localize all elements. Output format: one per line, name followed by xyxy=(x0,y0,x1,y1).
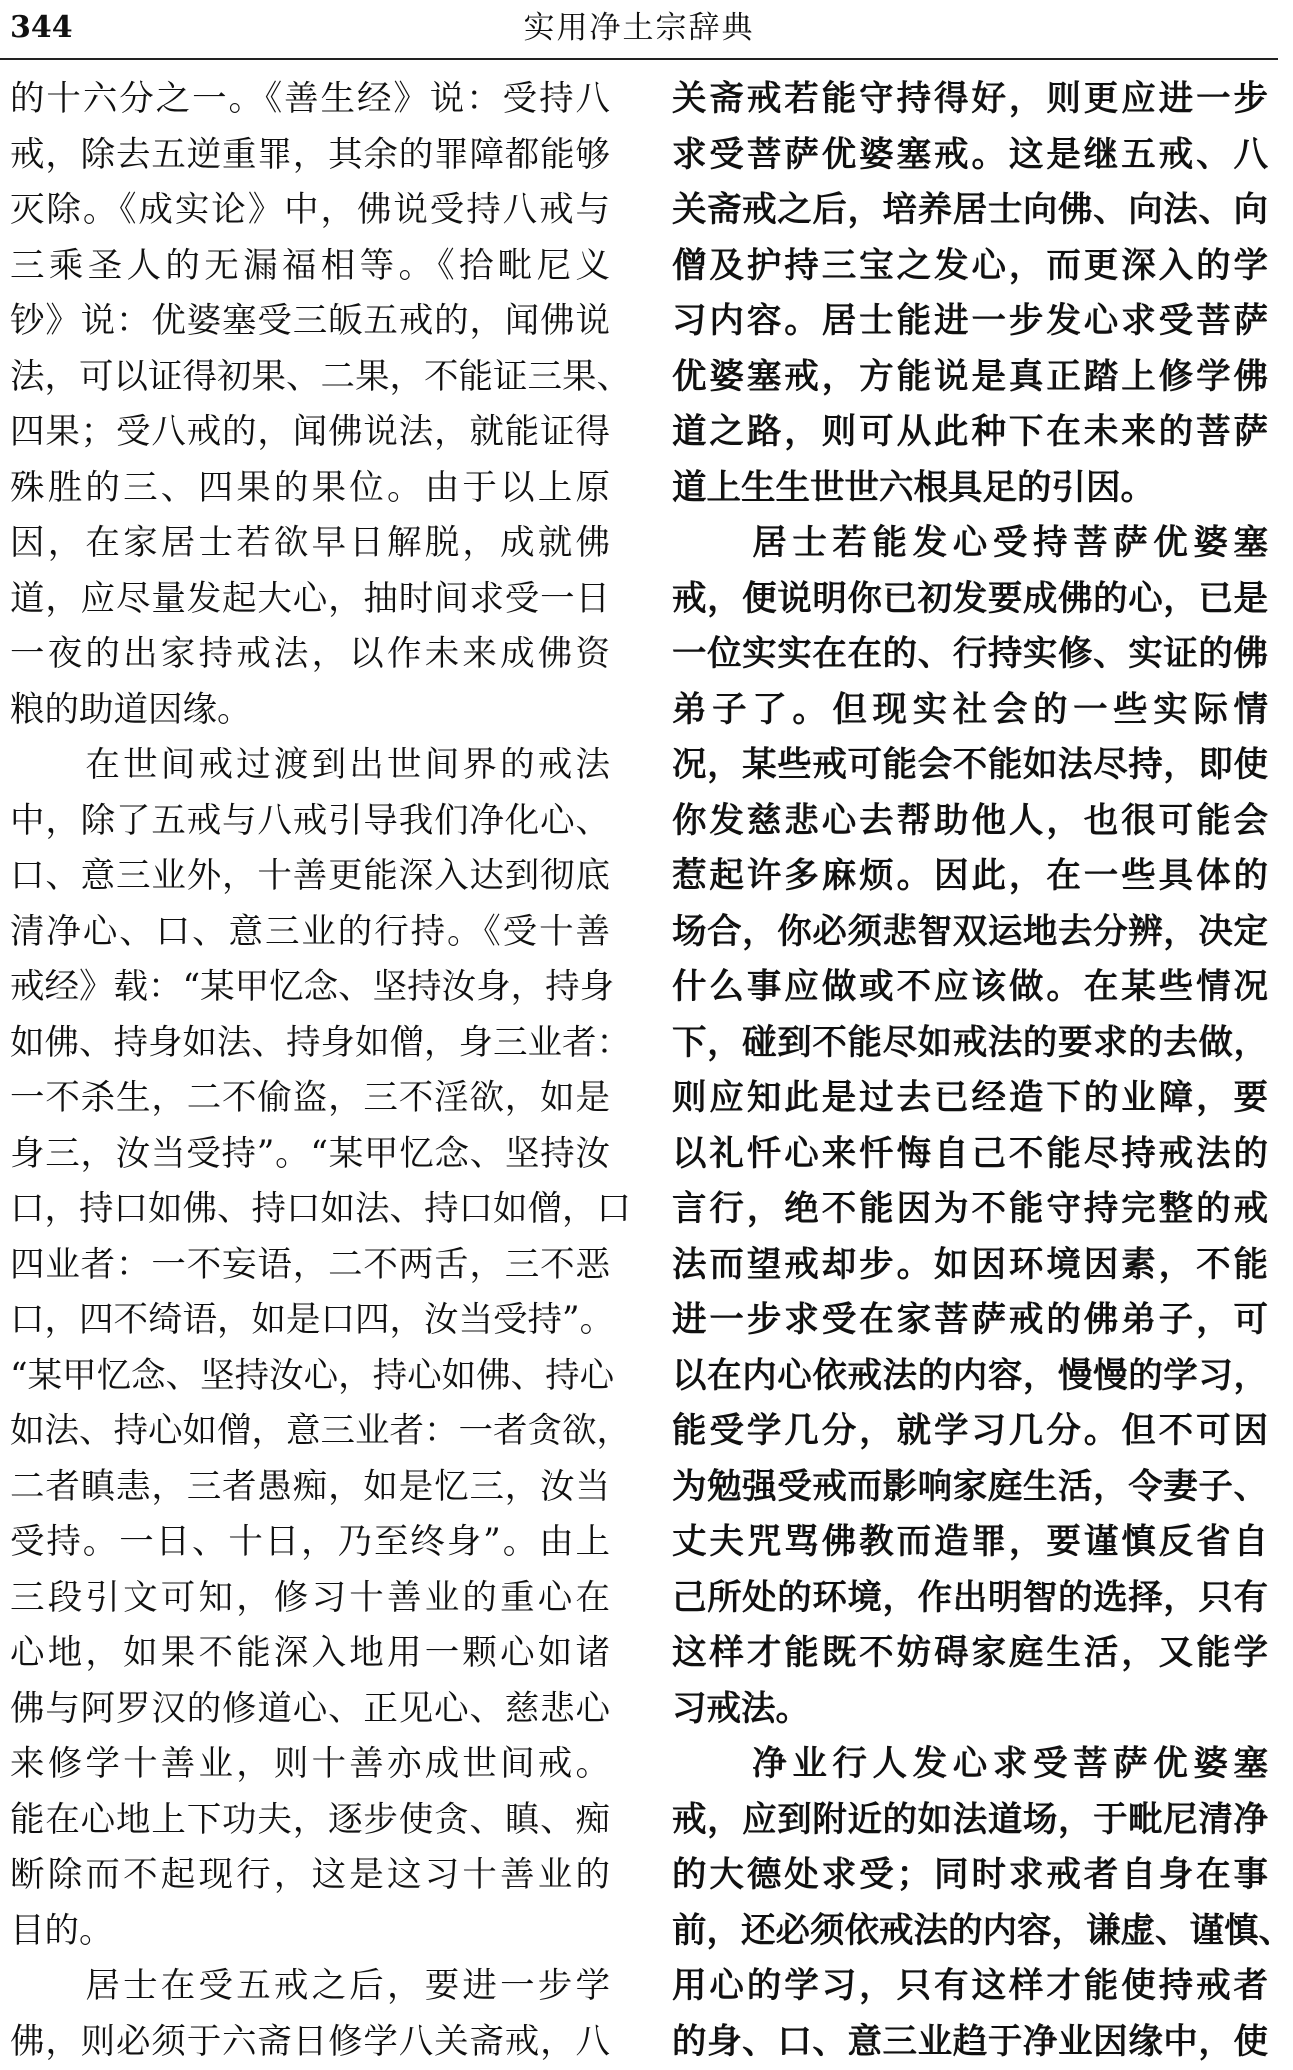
text-line: 习戒法。 xyxy=(672,1682,1268,1738)
text-line: 场合，你必须悲智双运地去分辨，决定 xyxy=(672,905,1268,961)
text-line: 为勉强受戒而影响家庭生活，令妻子、 xyxy=(672,1460,1268,1516)
text-line: 戒经》载：“某甲忆念、坚持汝身，持身 xyxy=(10,960,610,1016)
text-line: 灭除。《成实论》中，佛说受持八戒与 xyxy=(10,183,610,239)
text-line: 己所处的环境，作出明智的选择，只有 xyxy=(672,1571,1268,1627)
text-line: 习内容。居士能进一步发心求受菩萨 xyxy=(672,294,1268,350)
text-line: 能受学几分，就学习几分。但不可因 xyxy=(672,1404,1268,1460)
text-line: 受持。一日、十日，乃至终身”。由上 xyxy=(10,1515,610,1571)
text-line: 三段引文可知，修习十善业的重心在 xyxy=(10,1571,610,1627)
text-line: 来修学十善业，则十善亦成世间戒。 xyxy=(10,1737,610,1793)
text-line: 况，某些戒可能会不能如法尽持，即使 xyxy=(672,738,1268,794)
text-line: 法而望戒却步。如因环境因素，不能 xyxy=(672,1238,1268,1294)
text-line: 口，四不绮语，如是口四，汝当受持”。 xyxy=(10,1293,610,1349)
left-column xyxy=(10,72,610,1938)
text-line: 佛与阿罗汉的修道心、正见心、慈悲心 xyxy=(10,1682,610,1738)
text-line: 的十六分之一。《善生经》说：受持八 xyxy=(10,72,610,128)
text-line: 惹起许多麻烦。因此，在一些具体的 xyxy=(672,849,1268,905)
text-line: 口、意三业外，十善更能深入达到彻底 xyxy=(10,849,610,905)
text-line: 心地，如果不能深入地用一颗心如诸 xyxy=(10,1626,610,1682)
text-line: 道上生生世世六根具足的引因。 xyxy=(672,461,1268,517)
right-column xyxy=(672,72,1268,1938)
text-line: 言行，绝不能因为不能守持完整的戒 xyxy=(672,1182,1268,1238)
text-line: 法，可以证得初果、二果，不能证三果、 xyxy=(10,350,610,406)
text-line: 优婆塞戒，方能说是真正踏上修学佛 xyxy=(672,350,1268,406)
text-line: 求受菩萨优婆塞戒。这是继五戒、八 xyxy=(672,128,1268,184)
text-line: 四果；受八戒的，闻佛说法，就能证得 xyxy=(10,405,610,461)
text-line: 一夜的出家持戒法，以作未来成佛资 xyxy=(10,627,610,683)
text-line: 丈夫咒骂佛教而造罪，要谨慎反省自 xyxy=(672,1515,1268,1571)
text-line: 佛，则必须于六斋日修学八关斋戒，八 xyxy=(10,2015,610,2070)
header-rule xyxy=(0,58,1278,60)
text-line: 前，还必须依戒法的内容，谦虚、谨慎、 xyxy=(672,1904,1268,1960)
text-line: 口，持口如佛、持口如法、持口如僧，口 xyxy=(10,1182,610,1238)
text-line: 则应知此是过去已经造下的业障，要 xyxy=(672,1071,1268,1127)
page-number: 344 xyxy=(10,6,73,50)
text-line: 进一步求受在家菩萨戒的佛弟子，可 xyxy=(672,1293,1268,1349)
book-title: 实用净土宗辞典 xyxy=(0,6,1278,50)
text-line: 清净心、口、意三业的行持。《受十善 xyxy=(10,905,610,961)
text-line: 二者瞋恚，三者愚痴，如是忆三，汝当 xyxy=(10,1460,610,1516)
text-line: 道，应尽量发起大心，抽时间求受一日 xyxy=(10,572,610,628)
text-line: 戒，应到附近的如法道场，于毗尼清净 xyxy=(672,1793,1268,1849)
text-line: 四业者：一不妄语，二不两舌，三不恶 xyxy=(10,1238,610,1294)
text-line: 如法、持心如僧，意三业者：一者贪欲， xyxy=(10,1404,610,1460)
text-line: 钞》说：优婆塞受三皈五戒的，闻佛说 xyxy=(10,294,610,350)
text-line: 能在心地上下功夫，逐步使贪、瞋、痴 xyxy=(10,1793,610,1849)
text-line: 弟子了。但现实社会的一些实际情 xyxy=(672,683,1268,739)
text-line: “某甲忆念、坚持汝心，持心如佛、持心 xyxy=(10,1349,610,1405)
page-header xyxy=(0,0,1278,64)
text-line: 殊胜的三、四果的果位。由于以上原 xyxy=(10,461,610,517)
text-line: 的身、口、意三业趋于净业因缘中，使 xyxy=(672,2015,1268,2070)
text-line: 关斋戒若能守持得好，则更应进一步 xyxy=(672,72,1268,128)
text-line: 居士若能发心受持菩萨优婆塞 xyxy=(672,516,1268,572)
text-line: 你发慈悲心去帮助他人，也很可能会 xyxy=(672,794,1268,850)
text-line: 什么事应做或不应该做。在某些情况 xyxy=(672,960,1268,1016)
text-line: 下，碰到不能尽如戒法的要求的去做， xyxy=(672,1016,1268,1072)
text-line: 关斋戒之后，培养居士向佛、向法、向 xyxy=(672,183,1268,239)
text-line: 如佛、持身如法、持身如僧，身三业者： xyxy=(10,1016,610,1072)
text-line: 一位实实在在的、行持实修、实证的佛 xyxy=(672,627,1268,683)
text-line: 戒，便说明你已初发要成佛的心，已是 xyxy=(672,572,1268,628)
text-line: 因，在家居士若欲早日解脱，成就佛 xyxy=(10,516,610,572)
text-line: 三乘圣人的无漏福相等。《拾毗尼义 xyxy=(10,239,610,295)
text-line: 身三，汝当受持”。“某甲忆念、坚持汝 xyxy=(10,1127,610,1183)
text-line: 以礼忏心来忏悔自己不能尽持戒法的 xyxy=(672,1127,1268,1183)
text-line: 中，除了五戒与八戒引导我们净化心、 xyxy=(10,794,610,850)
text-line: 净业行人发心求受菩萨优婆塞 xyxy=(672,1737,1268,1793)
text-line: 断除而不起现行，这是这习十善业的 xyxy=(10,1848,610,1904)
text-line: 用心的学习，只有这样才能使持戒者 xyxy=(672,1959,1268,2015)
text-line: 以在内心依戒法的内容，慢慢的学习， xyxy=(672,1349,1268,1405)
text-line: 的大德处求受；同时求戒者自身在事 xyxy=(672,1848,1268,1904)
text-line: 这样才能既不妨碍家庭生活，又能学 xyxy=(672,1626,1268,1682)
text-line: 僧及护持三宝之发心，而更深入的学 xyxy=(672,239,1268,295)
text-line: 目的。 xyxy=(10,1904,610,1960)
text-line: 居士在受五戒之后，要进一步学 xyxy=(10,1959,610,2015)
text-line: 在世间戒过渡到出世间界的戒法 xyxy=(10,738,610,794)
text-line: 戒，除去五逆重罪，其余的罪障都能够 xyxy=(10,128,610,184)
text-line: 一不杀生，二不偷盗，三不淫欲，如是 xyxy=(10,1071,610,1127)
text-line: 粮的助道因缘。 xyxy=(10,683,610,739)
text-line: 道之路，则可从此种下在未来的菩萨 xyxy=(672,405,1268,461)
